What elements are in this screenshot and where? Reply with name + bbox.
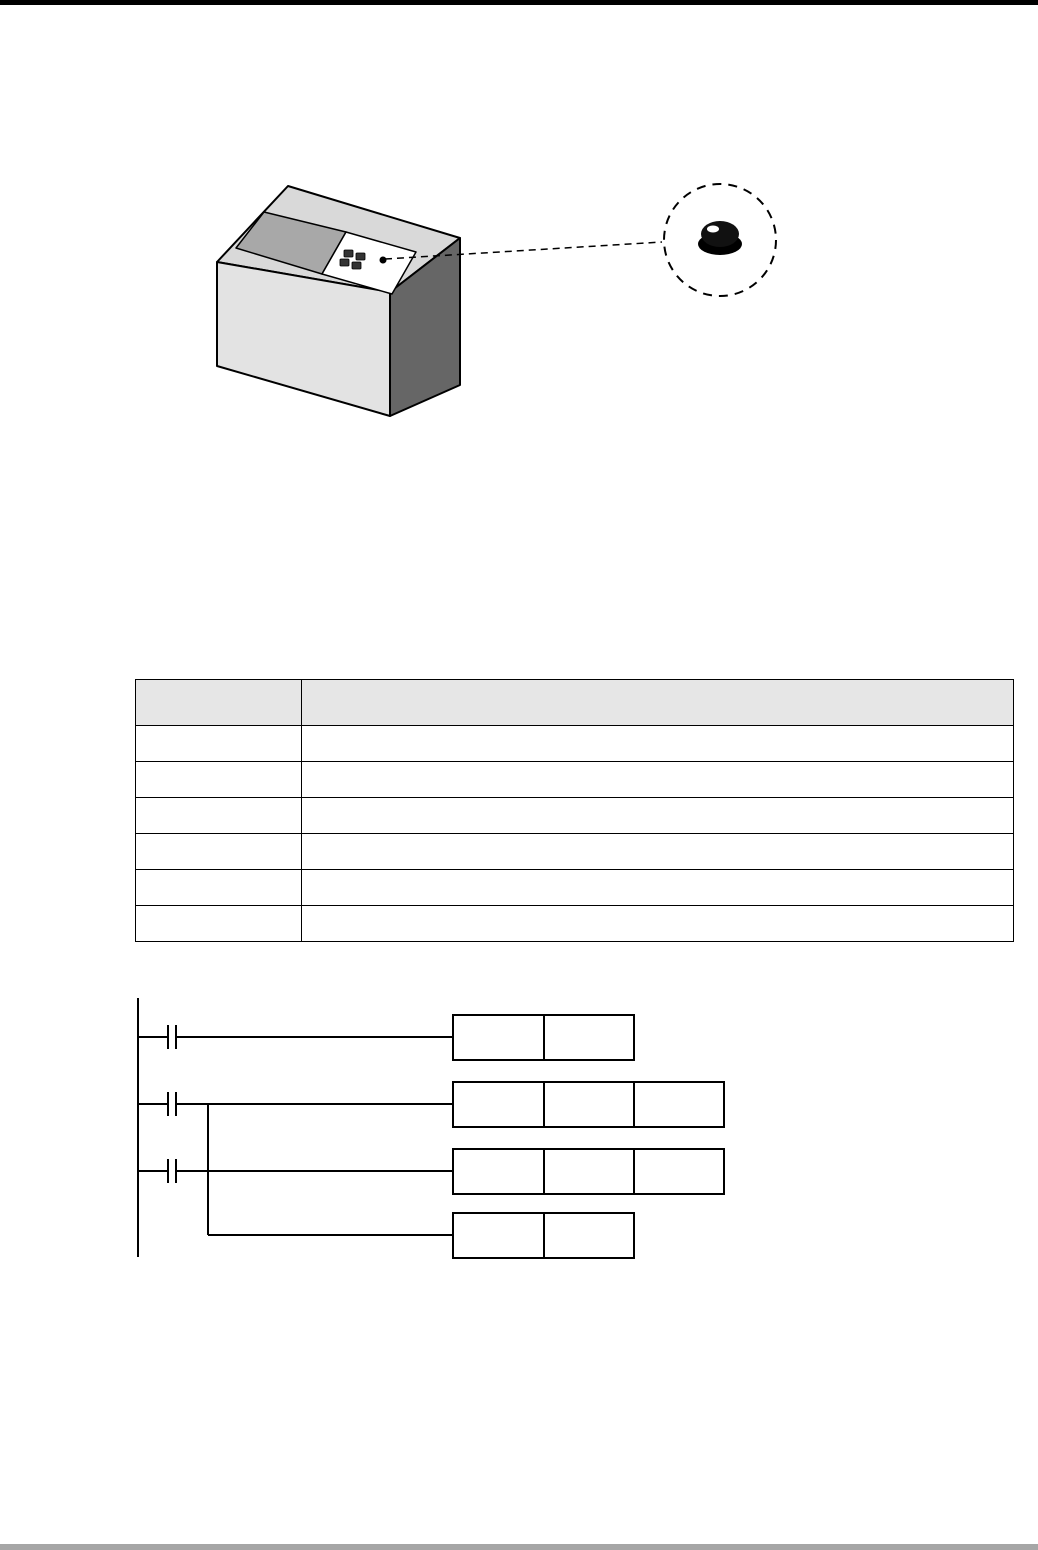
footer-rule <box>0 1544 1038 1550</box>
table-cell <box>302 762 1014 798</box>
push-button-icon <box>698 221 742 255</box>
table-cell <box>136 906 302 942</box>
table-row <box>136 798 1014 834</box>
rung-1 <box>138 1015 634 1060</box>
table-cell <box>136 834 302 870</box>
rung-4 <box>208 1213 634 1258</box>
table-cell <box>302 726 1014 762</box>
table-cell <box>302 834 1014 870</box>
table-row <box>136 906 1014 942</box>
table-header-row <box>136 680 1014 726</box>
table-row <box>136 726 1014 762</box>
instruction-box <box>453 1082 724 1127</box>
table-row <box>136 834 1014 870</box>
rung-3 <box>138 1149 724 1194</box>
machine-cabinet-illustration <box>200 170 800 430</box>
instruction-box <box>453 1149 724 1194</box>
spec-table <box>135 679 1014 942</box>
table-header-cell <box>136 680 302 726</box>
table-row <box>136 762 1014 798</box>
table-cell <box>302 906 1014 942</box>
cabinet-icon <box>217 186 460 416</box>
header-rule <box>0 0 1038 5</box>
table-cell <box>136 870 302 906</box>
table-cell <box>302 798 1014 834</box>
rung-2 <box>138 1082 724 1127</box>
table-row <box>136 870 1014 906</box>
table-cell <box>136 726 302 762</box>
table-cell <box>136 762 302 798</box>
button-location-dot <box>380 257 387 264</box>
table-cell <box>302 870 1014 906</box>
table-header-cell <box>302 680 1014 726</box>
table-cell <box>136 798 302 834</box>
ladder-diagram <box>130 995 750 1265</box>
